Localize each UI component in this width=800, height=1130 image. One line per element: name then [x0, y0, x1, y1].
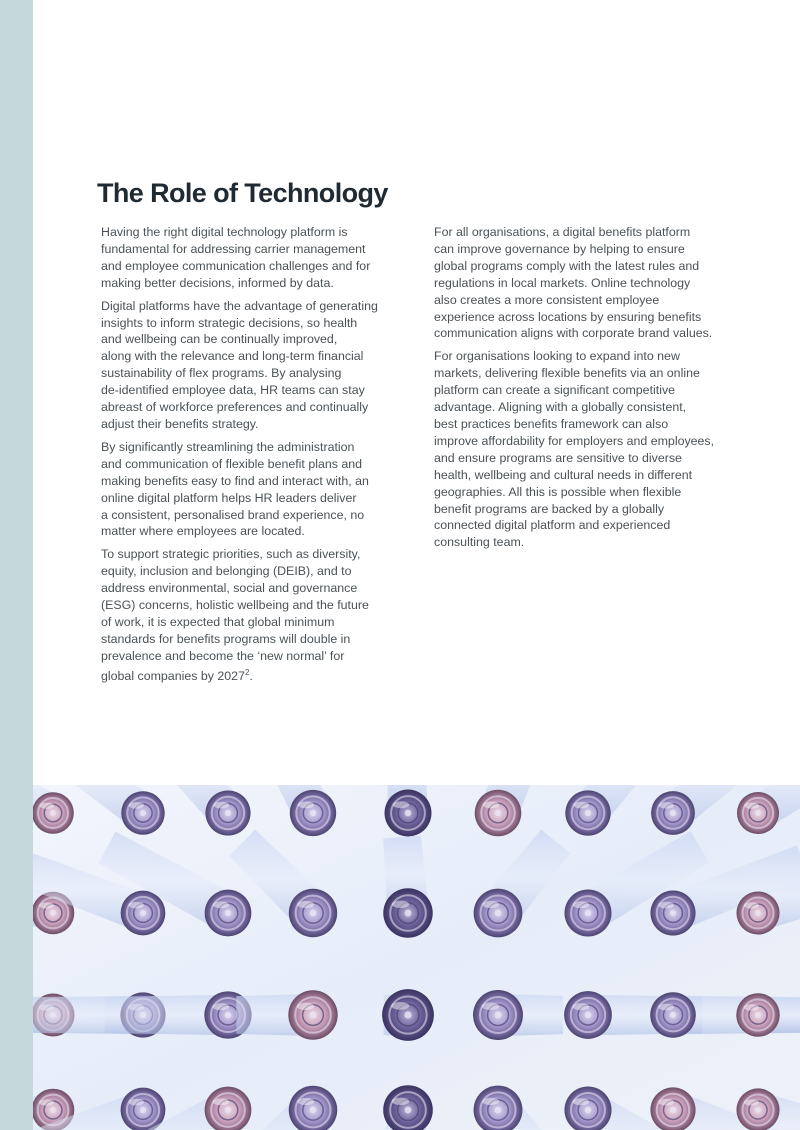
paragraph — [101, 546, 411, 684]
test-tube — [473, 990, 563, 1040]
paragraph: Digital platforms have the advantage of generating insights to inform strategic decisions, so health and wellbeing can be continually improved, along with the relevance and long-term financial sustainability of flex programs. By analysing de-identified employee data, HR teams can stay abreast of workforce preferences and continually adjust their benefits strategy. — [101, 298, 378, 431]
test-tube — [736, 993, 800, 1036]
paragraph: By significantly streamlining the administration and communication of flexible benefit plans and making benefits easy to find and interact with, an online digital platform helps HR leaders deliver a consistent, personalised brand experience, no matter where employees are located. — [101, 439, 369, 539]
test-tube — [105, 991, 252, 1038]
paragraph: For organisations looking to expand into new markets, delivering flexible benefits via an online platform can create a significant competitive advantage. Aligning with a globally consistent, best practices benefits framework can also improve affordability for employers and employees, and ensure programs are sensitive to diverse health, wellbeing and cultural needs in different geographies. All this is possible when flexible benefit programs are backed by a globally connected digital platform and experienced consulting team. — [434, 349, 715, 550]
left-text-column — [101, 224, 411, 691]
right-text-column — [434, 224, 746, 557]
paragraph-text: To support strategic priorities, such as diversity, equity, inclusion and belonging (DEIB), and to address environmental, social and governance (ESG) concerns, holistic wellbeing and the future of work, it is expected that global minimum standards for benefits programs will double in prevalence and become the ‘new normal’ for global companies by 2027 — [101, 547, 369, 683]
paragraph: For all organisations, a digital benefits platform can improve governance by helping to ensure global programs comply with the latest rules and regulations in local markets. Online technology also creates a more consistent employee experience across locations by ensuring benefits communication aligns with corporate brand values. — [434, 225, 713, 341]
paragraph: Having the right digital technology platform is fundamental for addressing carrier management and employee communication challenges and for making better decisions, informed by data. — [101, 225, 371, 290]
side-color-band — [0, 0, 33, 1130]
paragraph-end: . — [249, 668, 253, 683]
footnote-ref: 2 — [244, 667, 250, 677]
page-title: The Role of Technology — [97, 178, 388, 208]
test-tube — [382, 989, 434, 1041]
test-tube — [385, 785, 432, 836]
test-tubes-image — [33, 785, 800, 1130]
test-tubes-photo — [33, 785, 800, 1130]
test-tube — [236, 990, 337, 1039]
